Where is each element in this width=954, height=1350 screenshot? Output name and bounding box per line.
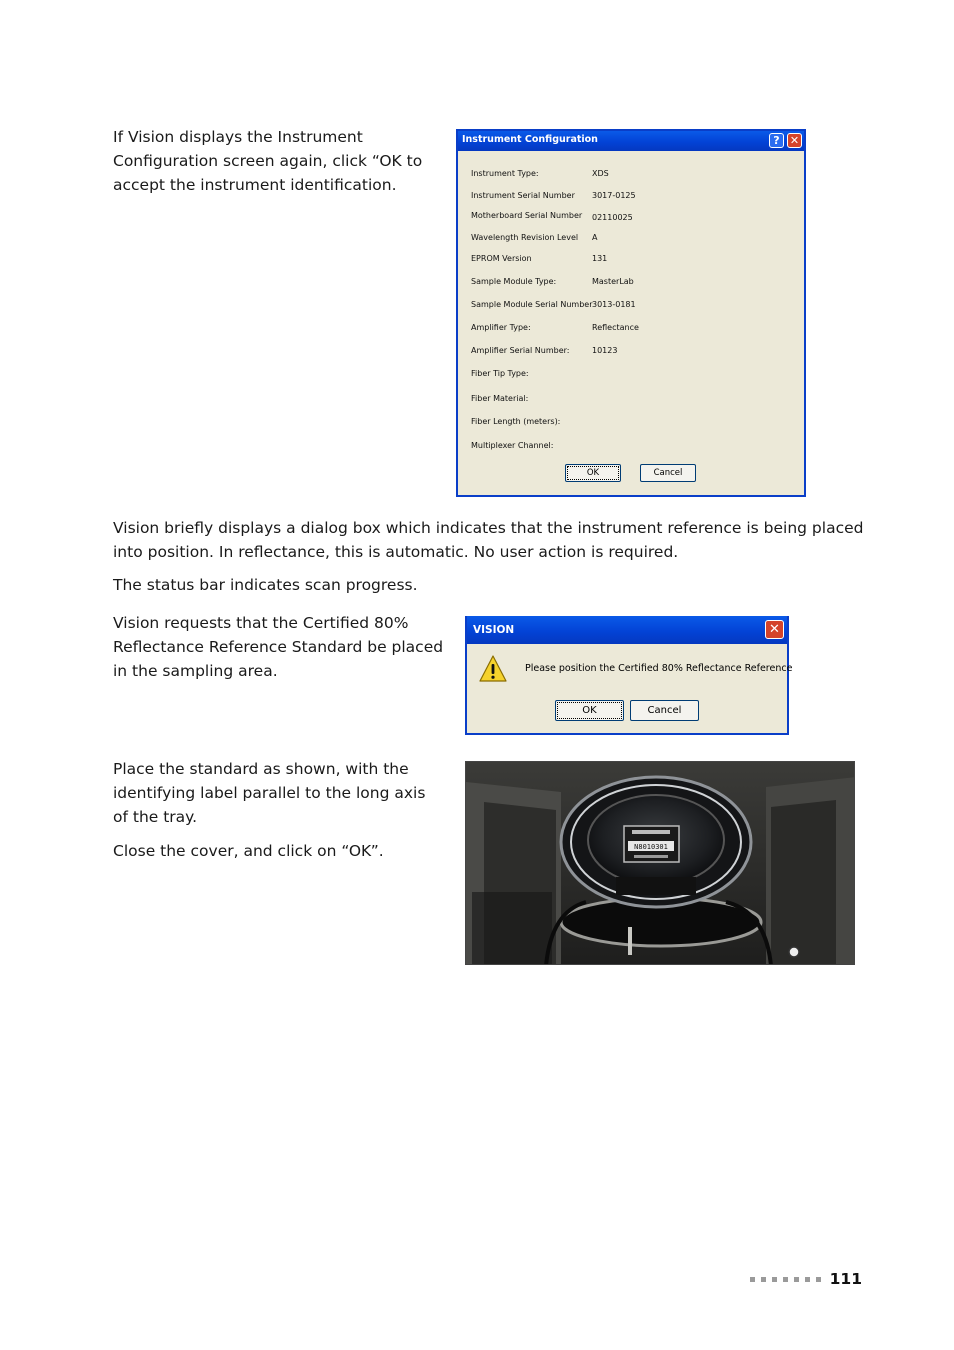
paragraph-place-standard: Place the standard as shown, with the identifying label parallel to the long axis of the tray.: [113, 760, 426, 826]
dialog-title: Instrument Configuration: [462, 134, 598, 145]
paragraph-status-bar: The status bar indicates scan progress.: [113, 576, 418, 594]
config-row: [471, 277, 791, 289]
config-label: Fiber Length (meters):: [471, 417, 561, 426]
config-value: 3017-0125: [592, 191, 636, 200]
config-label: Amplifier Type:: [471, 323, 531, 332]
config-value: 131: [592, 254, 608, 263]
config-row: [471, 394, 791, 406]
page-footer: [750, 1270, 862, 1288]
config-label: Multiplexer Channel:: [471, 441, 554, 450]
paragraph-close-cover: Close the cover, and click on “OK”.: [113, 842, 384, 860]
vision-message-dialog: [465, 616, 793, 735]
config-value: 3013-0181: [592, 300, 636, 309]
config-row: [471, 254, 791, 266]
reference-standard-photo: [465, 761, 855, 965]
config-label: Fiber Material:: [471, 394, 529, 403]
page-number: 111: [829, 1270, 862, 1288]
config-value: XDS: [592, 169, 609, 178]
footer-dot: [805, 1277, 810, 1282]
config-row: [471, 441, 791, 453]
standard-serial-label: N8010301: [634, 843, 668, 851]
config-label: Amplifier Serial Number:: [471, 346, 570, 355]
cancel-button[interactable]: Cancel: [630, 700, 699, 721]
footer-dot: [783, 1277, 788, 1282]
config-value: Reflectance: [592, 323, 639, 332]
help-button[interactable]: ?: [769, 133, 784, 148]
config-row: [471, 233, 791, 245]
warning-icon: [478, 654, 508, 684]
config-label: EPROM Version: [471, 254, 532, 263]
paragraph-instrument-config: If Vision displays the Instrument Configuration screen again, click “OK to accept the instrument identification.: [113, 128, 423, 194]
config-value: MasterLab: [592, 277, 634, 286]
footer-dots: [750, 1277, 821, 1282]
config-label: Fiber Tip Type:: [471, 369, 529, 378]
tray-illustration: [466, 762, 855, 965]
ok-button[interactable]: OK: [555, 700, 624, 721]
dialog-title-bar: [458, 131, 804, 151]
config-label: Sample Module Serial Number: [471, 300, 593, 309]
config-row: [471, 346, 791, 358]
dialog-message: Please position the Certified 80% Reflectance Reference: [525, 663, 793, 674]
config-label: Motherboard Serial Number: [471, 211, 583, 220]
cancel-button[interactable]: Cancel: [640, 464, 696, 482]
ok-button[interactable]: OK: [565, 464, 621, 482]
dialog-title-bar: [467, 616, 787, 644]
dialog-title: VISION: [473, 624, 515, 636]
footer-dot: [794, 1277, 799, 1282]
config-row: [471, 300, 791, 312]
footer-dot: [772, 1277, 777, 1282]
config-label: Instrument Serial Number: [471, 191, 575, 200]
paragraph-reference-positioning: Vision briefly displays a dialog box which indicates that the instrument reference is being placed into position. In reflectance, this is automatic. No user action is required.: [113, 519, 864, 561]
config-row: [471, 191, 791, 203]
footer-dot: [750, 1277, 755, 1282]
config-row: [471, 417, 791, 429]
config-row: [471, 323, 791, 335]
config-value: 10123: [592, 346, 618, 355]
footer-dot: [761, 1277, 766, 1282]
config-row: [471, 369, 791, 381]
config-row: [471, 211, 791, 223]
footer-dot: [816, 1277, 821, 1282]
config-label: Instrument Type:: [471, 169, 539, 178]
config-label: Sample Module Type:: [471, 277, 557, 286]
close-button[interactable]: ✕: [765, 620, 784, 639]
config-value: 02110025: [592, 213, 633, 222]
close-button[interactable]: ✕: [787, 133, 802, 148]
config-row: [471, 169, 791, 181]
instrument-configuration-dialog: [456, 129, 806, 497]
config-label: Wavelength Revision Level: [471, 233, 579, 242]
config-value: A: [592, 233, 598, 242]
paragraph-reference-request: Vision requests that the Certified 80% Reflectance Reference Standard be placed in the sampling area.: [113, 614, 444, 680]
